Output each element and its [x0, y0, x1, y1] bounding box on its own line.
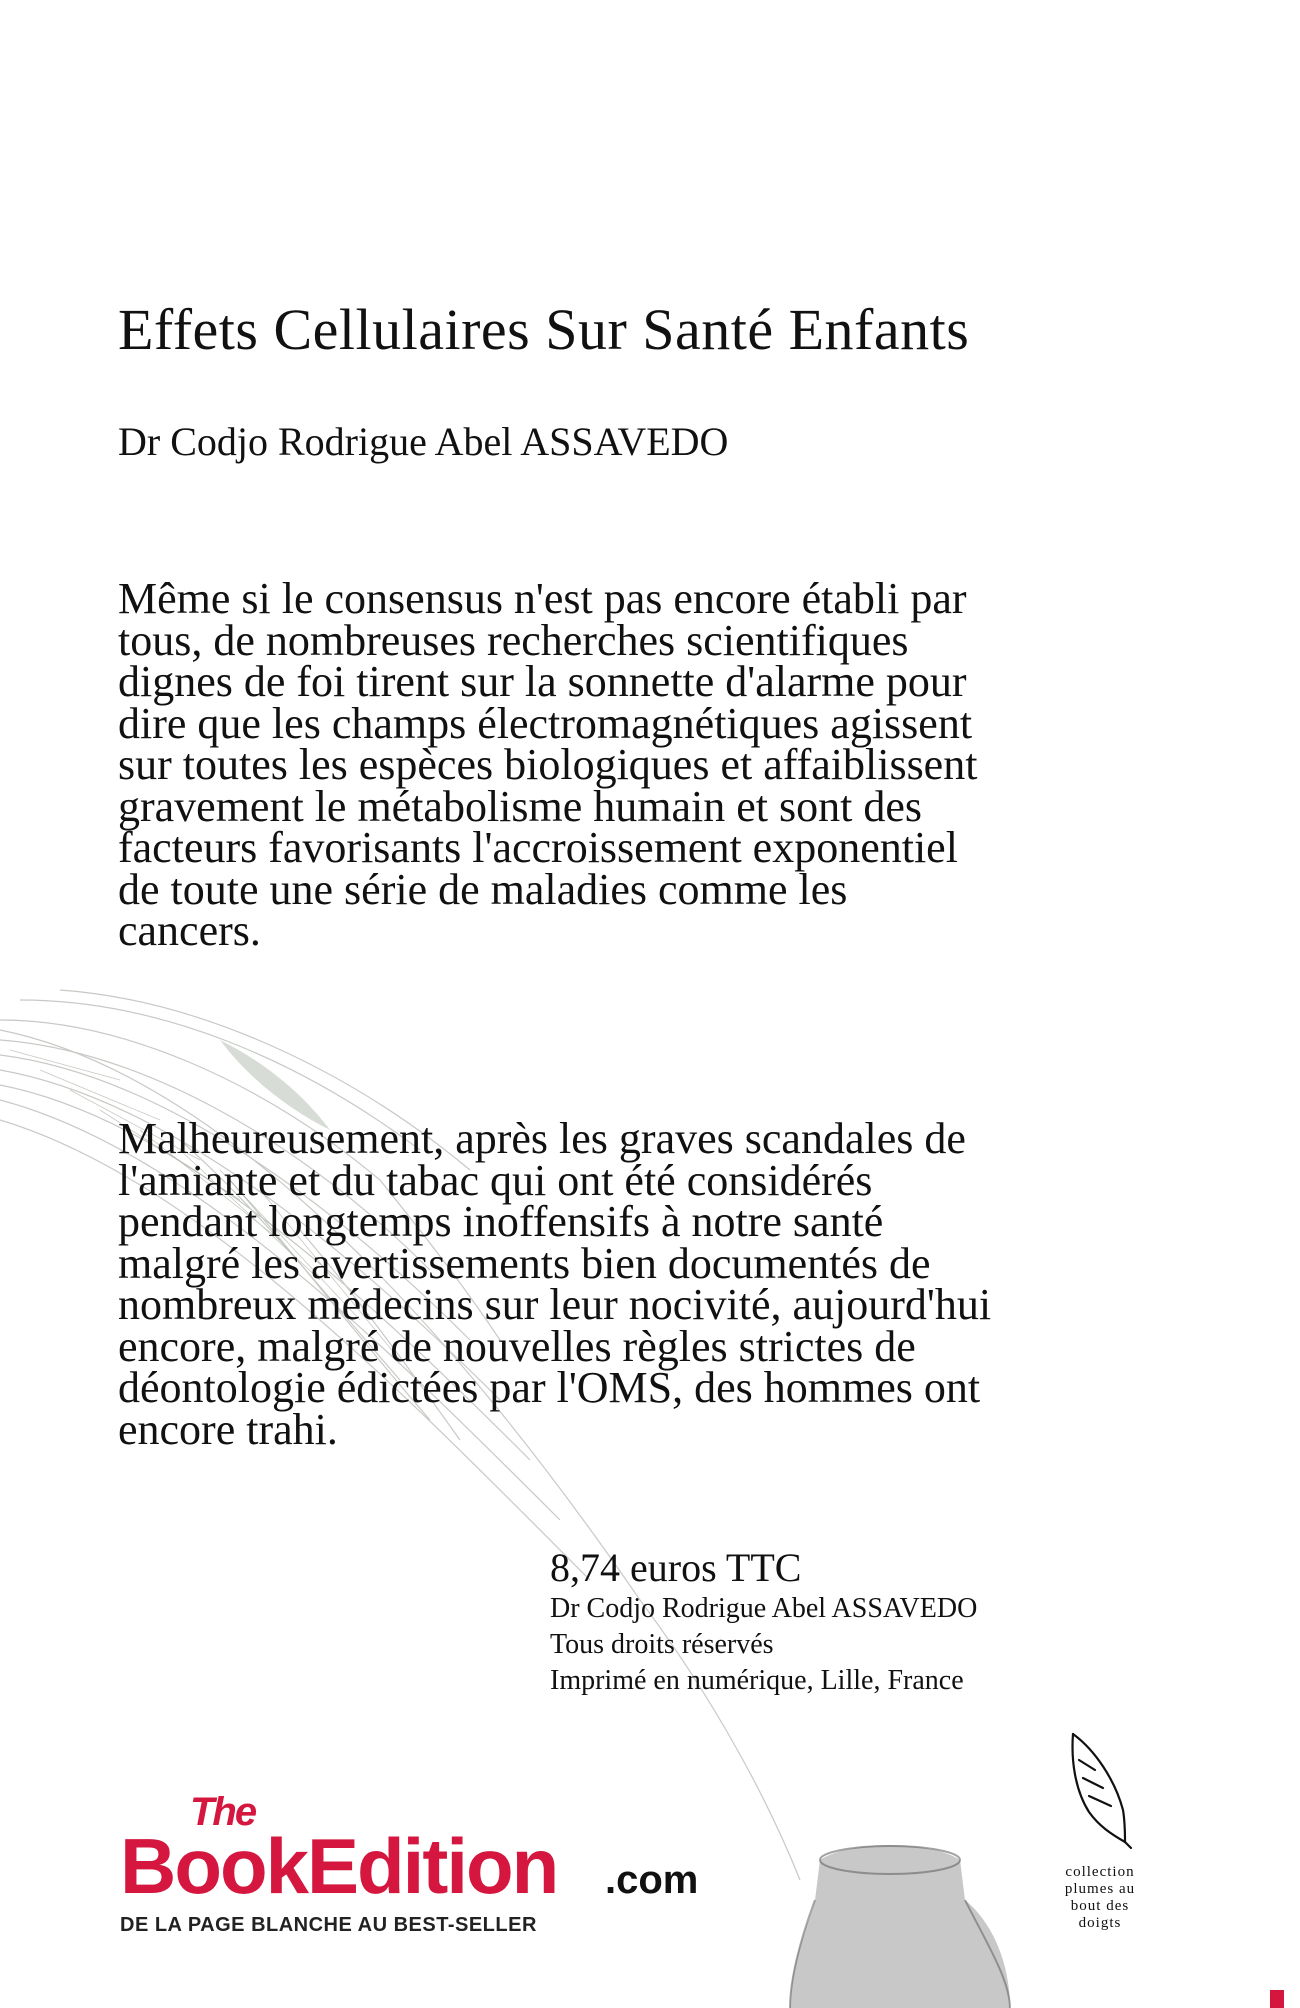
- publisher-logo: [120, 1790, 720, 1940]
- collection-line-1: collection: [1065, 1864, 1135, 1880]
- collection-mark: [1040, 1730, 1160, 1932]
- imprint-rights: Tous droits réservés: [550, 1629, 774, 1660]
- publisher-logo-domain: .com: [605, 1858, 699, 1902]
- collection-line-4: doigts: [1078, 1915, 1122, 1931]
- book-title: Effets Cellulaires Sur Santé Enfants: [118, 297, 970, 362]
- summary-paragraph-2: Malheureusement, après les graves scandales de l'amiante et du tabac qui ont été considérés pendant longtemps inoffensifs à notre santé malgré les avertissements bien documentés de nombreux médecins sur leur nocivité, aujourd'hui encore, malgré de nouvelles règles strictes de déontologie édictées par l'OMS, des hommes ont encore trahi.: [118, 1114, 992, 1454]
- price: 8,74 euros TTC: [550, 1545, 802, 1590]
- imprint-block: [550, 1545, 977, 1699]
- collection-line-3: bout des: [1070, 1898, 1130, 1914]
- book-author: Dr Codjo Rodrigue Abel ASSAVEDO: [118, 419, 729, 464]
- summary-paragraph-1: Même si le consensus n'est pas encore établi par tous, de nombreuses recherches scientifiques dignes de foi tirent sur la sonnette d'alarme pour dire que les champs électromagnétiques agissent sur toutes les espèces biologiques et affaiblissent gravement le métabolisme humain et sont des facteurs favorisants l'accroissement exponentiel de toute une série de maladies comme les cancers.: [118, 574, 978, 955]
- publisher-logo-the: The: [190, 1790, 256, 1834]
- quill-icon: [1065, 1730, 1135, 1850]
- corner-mark: [1270, 1990, 1284, 2008]
- publisher-logo-name: BookEdition: [120, 1822, 558, 1910]
- imprint-printed: Imprimé en numérique, Lille, France: [550, 1665, 964, 1696]
- collection-line-2: plumes au: [1064, 1881, 1136, 1897]
- imprint-author: Dr Codjo Rodrigue Abel ASSAVEDO: [550, 1593, 978, 1624]
- publisher-tagline: DE LA PAGE BLANCHE AU BEST-SELLER: [120, 1914, 537, 1936]
